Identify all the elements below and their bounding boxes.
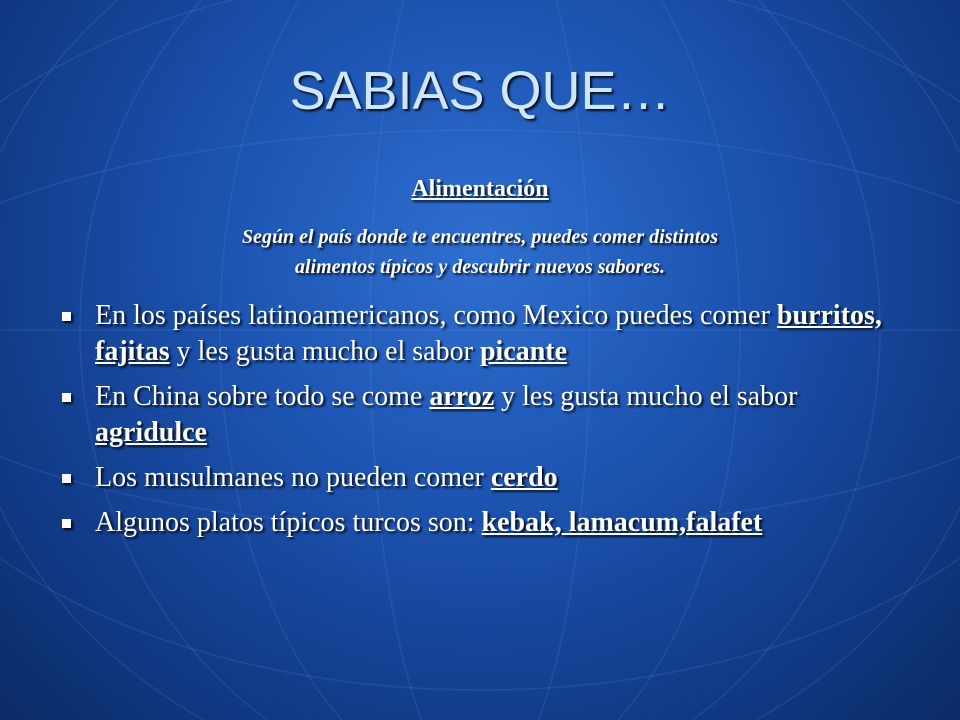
bullet-text: En China sobre todo se come [95, 381, 430, 412]
highlighted-food: arroz [429, 381, 495, 412]
square-bullet-icon [62, 519, 71, 528]
highlighted-food: burritos, fajitas [95, 300, 882, 367]
square-bullet-icon [62, 393, 71, 402]
bullet-item [60, 505, 910, 541]
bullet-list [60, 298, 910, 550]
highlighted-food: kebak, lamacum,falafet [481, 507, 763, 538]
intro-line-1: Según el país donde te encuentres, puedes comer distintos [241, 226, 719, 248]
bullet-text: y les gusta mucho el sabor [169, 336, 480, 367]
intro-line-2: alimentos típicos y descubrir nuevos sabores. [294, 256, 665, 278]
bullet-item [60, 379, 910, 451]
intro-text [0, 222, 960, 282]
highlighted-flavor: agridulce [95, 417, 207, 448]
slide-title: SABIAS QUE… [289, 61, 671, 121]
bullet-item [60, 298, 910, 370]
bullet-text: En los países latinoamericanos, como Mexico puedes comer [95, 300, 777, 331]
bullet-text: y les gusta mucho el sabor [494, 381, 798, 412]
bullet-item [60, 460, 910, 496]
section-heading: Alimentación [411, 176, 549, 202]
bullet-text: Los musulmanes no pueden comer [95, 462, 491, 493]
square-bullet-icon [62, 474, 71, 483]
highlighted-flavor: picante [479, 336, 568, 367]
square-bullet-icon [62, 312, 71, 321]
highlighted-food: cerdo [490, 462, 558, 493]
bullet-text: Algunos platos típicos turcos son: [95, 507, 482, 538]
